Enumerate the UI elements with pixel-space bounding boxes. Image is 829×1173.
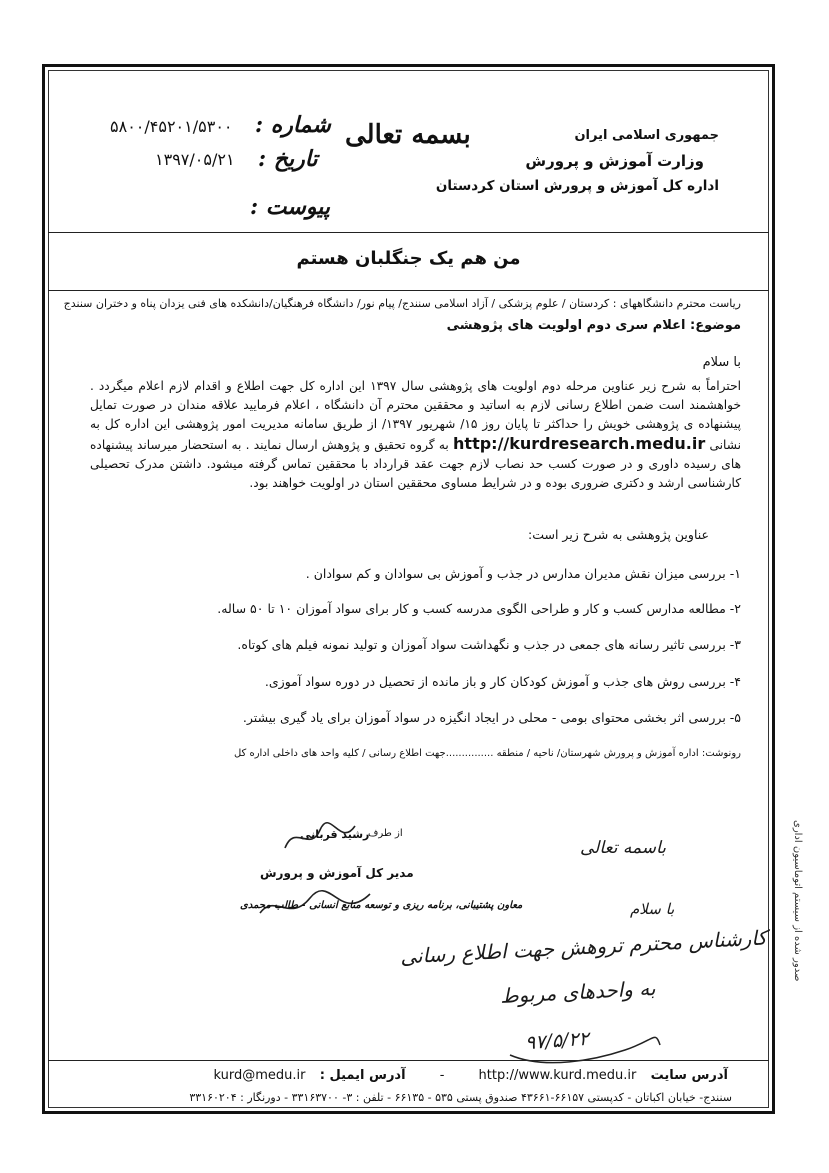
items-title: عناوین پژوهشی به شرح زیر است:: [528, 527, 709, 542]
signature-scribble: [280, 818, 360, 858]
research-url-link[interactable]: http://kurdresearch.medu.ir: [453, 434, 706, 453]
header-divider: [48, 232, 769, 233]
slogan-text: من هم یک جنگلبان هستم: [296, 248, 521, 269]
handwritten-note-line2: به واحدهای مربوط: [499, 975, 657, 1009]
footer-divider: [48, 1060, 769, 1061]
ministry-text: وزارت آموزش و پرورش: [525, 152, 704, 170]
footer-contact-line: آدرس سایت http://www.kurd.medu.ir - آدرس ایمیل : kurd@medu.ir: [213, 1068, 728, 1083]
body-part-1: احتراماً به شرح زیر عناوین مرحله دوم اولویت های پژوهشی سال ۱۳۹۷ این اداره کل جهت اطلاع و اقدام لازم اعلام میگردد . خواهشمند است ضمن اطلاع رسانی لازم به اساتید و محققین محترم آن دانشگاه ، اعلام فرمایید علاقه مندان در صورت تمایل پیشنهاده ی پژوهشی خویش را حداکثر تا پایان روز ۱۵/ شهریور ۱۳۹۷/ از طریق سامانه مدیریت امور پژوهشی این اداره کل به نشانی: [90, 379, 741, 452]
site-url-link[interactable]: http://www.kurd.medu.ir: [478, 1068, 637, 1083]
site-label: آدرس سایت: [650, 1068, 728, 1083]
email-link[interactable]: kurd@medu.ir: [213, 1068, 306, 1083]
body-part-2: به گروه تحقیق و پژوهش ارسال نمایند . به استحضار میرساند پیشنهاده های رسیده داوری و در صورت کسب حد نصاب لازم جهت عقد قرارداد با محققین تماس گرفته میشود. داشتن مدرک تحصیلی کارشناسی ارشد و دکتری ضروری بوده و در شرایط مساوی محققین استان در اولویت خواهند بود.: [90, 438, 741, 490]
body-paragraph: [90, 377, 741, 493]
basmala-logo: بسمه تعالی: [345, 120, 471, 150]
number-label: شماره :: [255, 112, 331, 138]
signature-for: از طرف: [368, 828, 403, 839]
date-label: تاریخ :: [258, 146, 318, 172]
handwritten-greeting: با سلام: [630, 900, 675, 918]
list-item: ۳- بررسی تاثیر رسانه های جمعی در جذب و نگهداشت سواد آموزان و تولید نمونه فیلم های کوتاه.: [237, 637, 741, 652]
slogan-divider: [48, 290, 769, 291]
signature-subtitle: معاون پشتیبانی، برنامه ریزی و توسعه منابع انسانی - طالب محمدی: [240, 900, 523, 911]
automation-side-note: صدور شده از سیستم اتوماسیون اداری: [792, 820, 803, 982]
handwritten-note-line1: کارشناس محترم تروهش جهت اطلاع رسانی: [399, 925, 768, 969]
list-item: ۴- بررسی روش های جذب و آموزش کودکان کار و باز مانده از تحصیل در دوره سواد آموزی.: [264, 674, 741, 689]
email-label: آدرس ایمیل :: [319, 1068, 406, 1083]
footer-address: سنندج- خیابان اکباتان - کدپستی ۶۶۱۵۷-۴۳۶۶۱ صندوق پستی ۵۳۵ - ۶۶۱۳۵ - تلفن : ۳- ۳۳۱۶۳۷۰۰ - دورنگار : ۳۳۱۶۰۲۰۴: [189, 1091, 732, 1104]
republic-text: جمهوری اسلامی ایران: [574, 128, 719, 143]
handwritten-date: ۹۷/۵/۲۲: [524, 1027, 590, 1055]
handwritten-signature: [505, 1020, 665, 1070]
list-item: ۲- مطالعه مدارس کسب و کار و طراحی الگوی مدرسه کسب و کار برای سواد آموزان ۱۰ تا ۵۰ ساله.: [217, 601, 741, 616]
number-value: ۵۸۰۰/۴۵۲۰۱/۵۳۰۰: [110, 117, 233, 136]
list-item: ۵- بررسی اثر بخشی محتوای بومی - محلی در ایجاد انگیزه در سواد آموزان برای یاد گیری بیشتر.: [242, 710, 741, 725]
subject-text: موضوع: اعلام سری دوم اولویت های پژوهشی: [446, 318, 741, 333]
greeting-text: با سلام: [702, 355, 741, 370]
cc-text: رونوشت: اداره آموزش و پرورش شهرستان/ ناحیه / منطقه ...............جهت اطلاع رسانی / کلیه واحد های داخلی اداره کل: [233, 748, 741, 759]
handwritten-basmala: باسمه تعالی: [580, 838, 666, 858]
date-value: ۱۳۹۷/۰۵/۲۱: [155, 150, 235, 169]
office-text: اداره کل آموزش و پرورش استان کردستان: [435, 178, 719, 194]
signature-title: مدیر کل آموزش و پرورش: [260, 866, 414, 880]
signature-name: رشید قربانی: [300, 828, 370, 841]
attachment-label: پیوست :: [250, 194, 330, 220]
addressee-text: ریاست محترم دانشگاههای : کردستان / علوم پزشکی / آزاد اسلامی سنندج/ پیام نور/ دانشگاه فرهنگیان/دانشکده های فنی یزدان پناه و دختران سنندج: [63, 297, 741, 310]
list-item: ۱- بررسی میزان نقش مدیران مدارس در جذب و آموزش بی سوادان و کم سوادان .: [305, 566, 741, 581]
